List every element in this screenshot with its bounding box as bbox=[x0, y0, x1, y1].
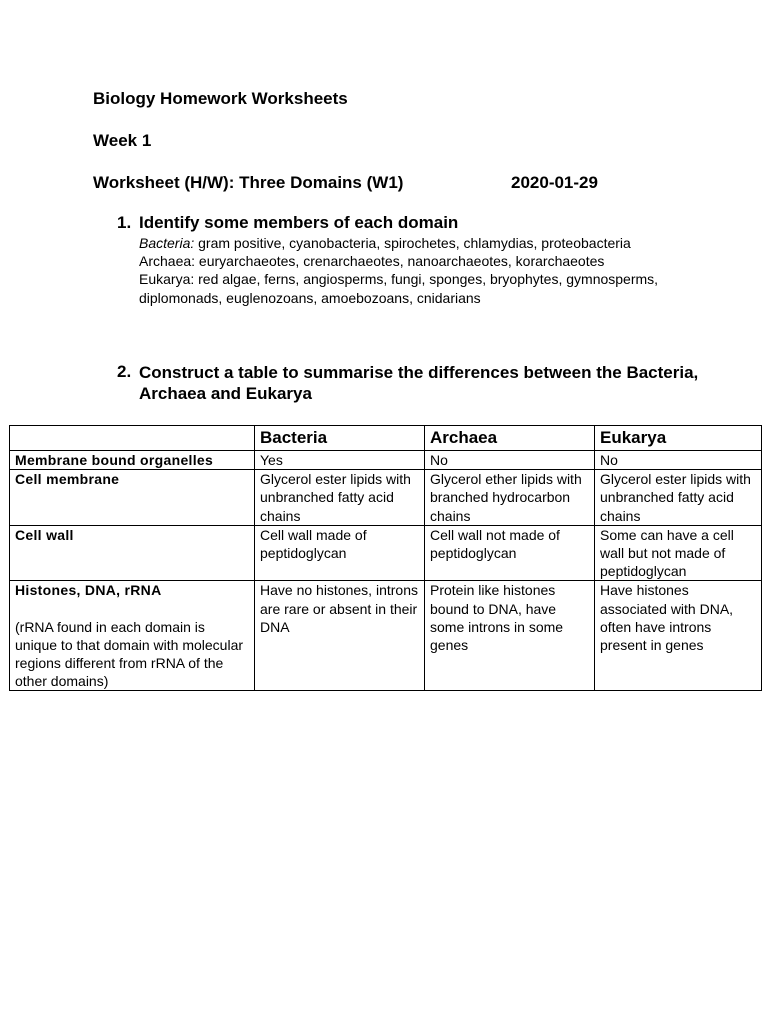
cell-eukarya: Have histones associated with DNA, often have introns present in genes bbox=[595, 581, 762, 691]
table-row bbox=[10, 525, 762, 581]
table-header-row bbox=[10, 426, 762, 451]
week-heading: Week 1 bbox=[93, 131, 152, 150]
cell-bacteria: Have no histones, introns are rare or absent in their DNA bbox=[255, 581, 425, 691]
row-label-cell bbox=[10, 581, 255, 691]
cell-bacteria: Yes bbox=[255, 451, 425, 470]
question-2-text: Construct a table to summarise the differences between the Bacteria, Archaea and Eukarya bbox=[139, 363, 699, 403]
row-label: Cell membrane bbox=[10, 470, 255, 526]
cell-eukarya: No bbox=[595, 451, 762, 470]
header-cell-bacteria: Bacteria bbox=[255, 426, 425, 451]
cell-archaea: Glycerol ether lipids with branched hydrocarbon chains bbox=[425, 470, 595, 526]
table-row bbox=[10, 451, 762, 470]
row-label: Cell wall bbox=[10, 525, 255, 581]
answer-eukarya: Eukarya: red algae, ferns, angiosperms, fungi, sponges, bryophytes, gymnosperms, diplomonads, euglenozoans, amoebozoans, cnidarians bbox=[139, 271, 659, 306]
row-label: Histones, DNA, rRNA bbox=[15, 582, 162, 599]
cell-bacteria: Cell wall made of peptidoglycan bbox=[255, 525, 425, 581]
question-2-number: 2. bbox=[117, 362, 132, 381]
question-1-text: Identify some members of each domain bbox=[139, 213, 459, 232]
bacteria-label: Bacteria: bbox=[139, 235, 195, 251]
spacer bbox=[15, 600, 249, 618]
cell-archaea: Protein like histones bound to DNA, have some introns in some genes bbox=[425, 581, 595, 691]
header-cell-eukarya: Eukarya bbox=[595, 426, 762, 451]
bacteria-members: gram positive, cyanobacteria, spirochetes, chlamydias, proteobacteria bbox=[194, 235, 631, 251]
cell-archaea: No bbox=[425, 451, 595, 470]
domains-table bbox=[9, 425, 762, 691]
worksheet-date: 2020-01-29 bbox=[511, 173, 598, 192]
cell-eukarya: Some can have a cell wall but not made of peptidoglycan bbox=[595, 525, 762, 581]
cell-bacteria: Glycerol ester lipids with unbranched fatty acid chains bbox=[255, 470, 425, 526]
table-row bbox=[10, 581, 762, 691]
question-1-answer bbox=[139, 234, 699, 307]
document-title: Biology Homework Worksheets bbox=[93, 89, 348, 108]
row-label: Membrane bound organelles bbox=[10, 451, 255, 470]
cell-archaea: Cell wall not made of peptidoglycan bbox=[425, 525, 595, 581]
worksheet-heading bbox=[93, 173, 598, 193]
table-row bbox=[10, 470, 762, 526]
header-cell-blank bbox=[10, 426, 255, 451]
header-cell-archaea: Archaea bbox=[425, 426, 595, 451]
cell-eukarya: Glycerol ester lipids with unbranched fatty acid chains bbox=[595, 470, 762, 526]
answer-archaea: Archaea: euryarchaeotes, crenarchaeotes, nanoarchaeotes, korarchaeotes bbox=[139, 253, 605, 270]
worksheet-title: Worksheet (H/W): Three Domains (W1) bbox=[93, 173, 404, 192]
question-1-number: 1. bbox=[117, 213, 132, 232]
row-note: (rRNA found in each domain is unique to that domain with molecular regions different from rRNA of the other domains) bbox=[15, 618, 244, 690]
answer-bacteria bbox=[139, 234, 699, 252]
